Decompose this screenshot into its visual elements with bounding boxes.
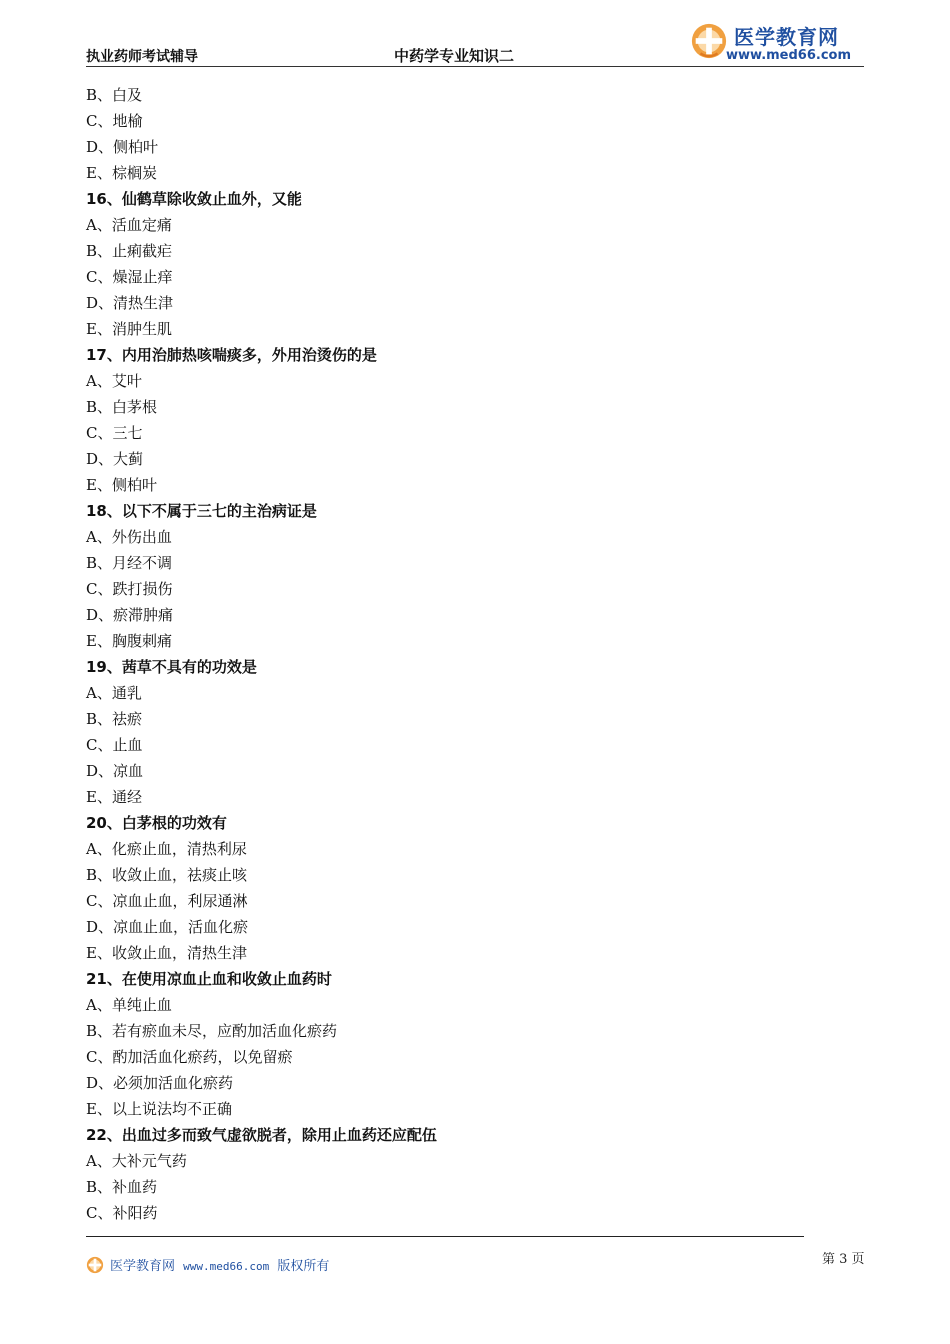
answer-option: E、以上说法均不正确 [86,1100,232,1118]
answer-option: B、若有瘀血未尽，应酌加活血化瘀药 [86,1022,338,1040]
question-stem: 21、在使用凉血止血和收敛止血药时 [86,970,332,988]
question-stem: 22、出血过多而致气虚欲脱者，除用止血药还应配伍 [86,1126,437,1144]
question-stem: 17、内用治肺热咳喘痰多，外用治烫伤的是 [86,346,377,364]
answer-option: C、跌打损伤 [86,580,173,598]
answer-option: D、大蓟 [86,450,144,468]
answer-option: C、三七 [86,424,143,442]
answer-option: A、外伤出血 [86,528,172,546]
page-number: 第 3 页 [822,1252,865,1267]
med66-logo-icon [690,22,728,60]
answer-option: E、侧柏叶 [86,476,157,494]
answer-option: C、燥湿止痒 [86,268,173,286]
footer-url[interactable]: www.med66.com [183,1260,270,1273]
answer-option: B、白及 [86,86,143,104]
answer-option: B、祛瘀 [86,710,143,728]
question-stem: 20、白茅根的功效有 [86,814,227,832]
answer-option: A、艾叶 [86,372,142,390]
answer-option: D、瘀滞肿痛 [86,606,174,624]
answer-option: D、清热生津 [86,294,174,312]
answer-option: A、单纯止血 [86,996,172,1014]
question-stem: 18、以下不属于三七的主治病证是 [86,502,317,520]
answer-option: E、棕榈炭 [86,164,157,182]
footer-divider [86,1236,804,1237]
med66-logo-icon [86,1256,104,1274]
question-list [86,82,846,1226]
answer-option: E、通经 [86,788,142,806]
footer-rights: 版权所有 [277,1259,330,1274]
answer-option: A、活血定痛 [86,216,172,234]
answer-option: C、止血 [86,736,143,754]
answer-option: D、凉血 [86,762,144,780]
question-stem: 16、仙鹤草除收敛止血外，又能 [86,190,302,208]
footer-site: 医学教育网 [110,1259,176,1274]
answer-option: B、月经不调 [86,554,173,572]
answer-option: E、收敛止血，清热生津 [86,944,247,962]
header-left-title: 执业药师考试辅导 [86,49,198,65]
answer-option: D、凉血止血，活血化瘀 [86,918,249,936]
footer-copyright [110,1255,329,1274]
answer-option: E、胸腹刺痛 [86,632,172,650]
answer-option: C、酌加活血化瘀药，以免留瘀 [86,1048,293,1066]
answer-option: A、大补元气药 [86,1152,187,1170]
question-stem: 19、茜草不具有的功效是 [86,658,257,676]
answer-option: D、必须加活血化瘀药 [86,1074,234,1092]
logo-url: www.med66.com [726,48,852,63]
answer-option: B、白茅根 [86,398,158,416]
answer-option: D、侧柏叶 [86,138,159,156]
answer-option: B、补血药 [86,1178,158,1196]
answer-option: A、化瘀止血，清热利尿 [86,840,247,858]
answer-option: C、凉血止血，利尿通淋 [86,892,248,910]
logo-name: 医学教育网 [734,25,839,49]
answer-option: B、止痢截疟 [86,242,173,260]
answer-option: A、通乳 [86,684,142,702]
header-center-title: 中药学专业知识二 [394,47,515,65]
page-header [86,20,864,67]
answer-option: E、消肿生肌 [86,320,172,338]
answer-option: B、收敛止血，祛痰止咳 [86,866,248,884]
site-logo[interactable] [690,20,866,66]
answer-option: C、地榆 [86,112,143,130]
answer-option: C、补阳药 [86,1204,158,1222]
